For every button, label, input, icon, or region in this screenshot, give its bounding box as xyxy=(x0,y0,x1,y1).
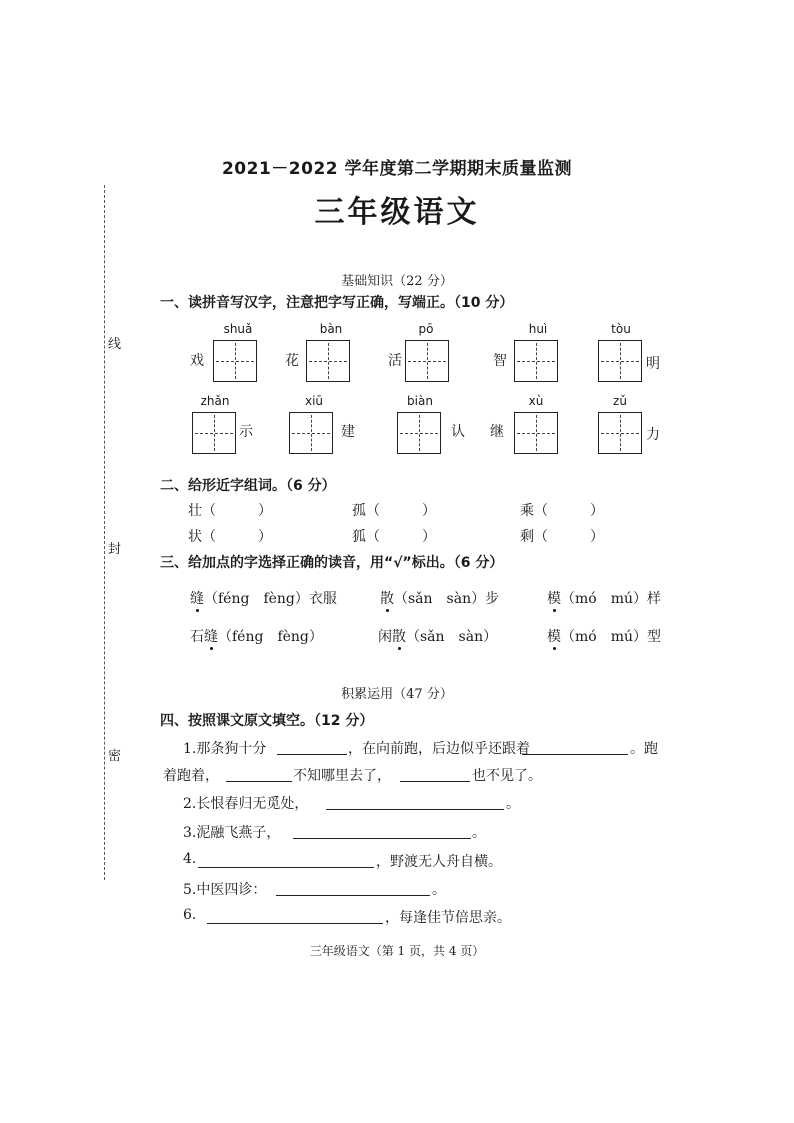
binding-dashed-line xyxy=(104,185,105,880)
answer-blank[interactable] xyxy=(226,781,292,782)
answer-blank[interactable] xyxy=(293,838,471,839)
writing-box[interactable] xyxy=(213,340,257,382)
writing-box[interactable] xyxy=(289,412,333,454)
word-suffix: （mó mú）型 xyxy=(561,629,661,645)
writing-box[interactable] xyxy=(514,412,558,454)
answer-blank[interactable] xyxy=(198,867,374,868)
writing-box[interactable] xyxy=(598,412,642,454)
writing-box[interactable] xyxy=(306,340,350,382)
fill-item-1-part-f: 也不见了。 xyxy=(472,768,542,784)
pinyin-label: xiū xyxy=(304,394,324,408)
dotted-char: 模 xyxy=(547,591,561,607)
fill-item-1-part-e: 不知哪里去了， xyxy=(293,768,391,784)
char-before: 活 xyxy=(388,353,402,369)
fill-item-1-part-b: ，在向前跑，后边似乎还跟着 xyxy=(348,741,530,757)
pronunciation-option[interactable] xyxy=(547,626,661,646)
word-pair[interactable]: 狐（ ） xyxy=(352,529,436,545)
word-pair[interactable]: 孤（ ） xyxy=(352,503,436,519)
fill-item-4-part-b: ，野渡无人舟自横。 xyxy=(376,854,502,870)
word-pair[interactable]: 状（ ） xyxy=(188,529,272,545)
pronunciation-option[interactable] xyxy=(190,626,323,646)
word-suffix: （féng fèng） xyxy=(218,629,323,645)
word-prefix: 闲 xyxy=(378,629,392,645)
section-basic-knowledge: 基础知识（22 分） xyxy=(341,274,453,289)
answer-blank[interactable] xyxy=(400,781,470,782)
fill-item-2-part-a: 2.长恨春归无觅处， xyxy=(183,796,309,812)
pronunciation-option[interactable] xyxy=(380,588,499,608)
word-suffix: （sǎn sàn） xyxy=(406,629,498,645)
writing-box[interactable] xyxy=(514,340,558,382)
word-suffix: （mó mú）样 xyxy=(561,591,661,607)
char-before: 花 xyxy=(285,353,299,369)
char-before: 戏 xyxy=(190,353,204,369)
question-4-title: 四、按照课文原文填空。（12 分） xyxy=(160,713,374,729)
word-pair[interactable]: 剩（ ） xyxy=(520,529,604,545)
question-1-title: 一、读拼音写汉字，注意把字写正确，写端正。（10 分） xyxy=(160,295,514,311)
word-pair[interactable]: 乘（ ） xyxy=(520,503,604,519)
binding-char-mi: 密 xyxy=(108,749,122,764)
binding-char-xian: 线 xyxy=(108,337,122,352)
char-before: 继 xyxy=(490,424,504,440)
pinyin-label: bàn xyxy=(319,322,343,336)
dotted-char: 缝 xyxy=(190,591,204,607)
fill-item-4-part-a: 4. xyxy=(183,851,197,867)
exam-title: 2021－2022 学年度第二学期期末质量监测 xyxy=(221,159,573,179)
pinyin-label: zhǎn xyxy=(200,394,230,408)
dotted-char: 模 xyxy=(547,629,561,645)
writing-box[interactable] xyxy=(397,412,441,454)
char-after: 示 xyxy=(239,424,253,440)
pinyin-label: shuǎ xyxy=(223,322,253,336)
answer-blank[interactable] xyxy=(276,895,430,896)
answer-blank[interactable] xyxy=(277,754,347,755)
answer-blank[interactable] xyxy=(522,754,628,755)
char-after: 力 xyxy=(646,427,660,443)
pinyin-label: tòu xyxy=(611,322,631,336)
word-suffix: （féng fèng）衣服 xyxy=(204,591,337,607)
fill-item-2-part-b: 。 xyxy=(506,796,520,812)
page-footer: 三年级语文（第 1 页，共 4 页） xyxy=(309,944,485,958)
pronunciation-option[interactable] xyxy=(378,626,497,646)
fill-item-6-part-a: 6. xyxy=(183,907,197,923)
writing-box[interactable] xyxy=(598,340,642,382)
section-accumulation: 积累运用（47 分） xyxy=(341,687,453,702)
question-2-title: 二、给形近字组词。（6 分） xyxy=(160,478,336,494)
fill-item-5-part-b: 。 xyxy=(432,882,446,898)
pinyin-label: zǔ xyxy=(613,394,627,408)
word-prefix: 石 xyxy=(190,629,204,645)
answer-blank[interactable] xyxy=(207,923,383,924)
char-after: 认 xyxy=(451,424,465,440)
writing-box[interactable] xyxy=(192,412,236,454)
fill-item-6-part-b: ，每逢佳节倍思亲。 xyxy=(385,910,511,926)
char-after: 明 xyxy=(646,356,660,372)
fill-item-1-part-a: 1.那条狗十分 xyxy=(183,741,267,757)
pinyin-label: xù xyxy=(528,394,544,408)
pronunciation-option[interactable] xyxy=(547,588,661,608)
word-pair[interactable]: 壮（ ） xyxy=(188,503,272,519)
answer-blank[interactable] xyxy=(326,809,504,810)
dotted-char: 缝 xyxy=(204,629,218,645)
writing-box[interactable] xyxy=(405,340,449,382)
fill-item-3-part-b: 。 xyxy=(472,825,486,841)
exam-subject: 三年级语文 xyxy=(314,195,480,230)
char-before: 智 xyxy=(493,353,507,369)
question-3-title: 三、给加点的字选择正确的读音，用“√”标出。（6 分） xyxy=(160,555,504,571)
pinyin-label: pō xyxy=(418,322,434,336)
dotted-char: 散 xyxy=(392,629,406,645)
binding-char-feng: 封 xyxy=(108,542,122,557)
char-after: 建 xyxy=(341,424,355,440)
pinyin-label: huì xyxy=(528,322,548,336)
fill-item-5-part-a: 5.中医四诊： xyxy=(183,882,267,898)
word-suffix: （sǎn sàn）步 xyxy=(394,591,500,607)
dotted-char: 散 xyxy=(380,591,394,607)
pinyin-label: biàn xyxy=(407,394,433,408)
pronunciation-option[interactable] xyxy=(190,588,337,608)
fill-item-3-part-a: 3.泥融飞燕子， xyxy=(183,825,281,841)
fill-item-1-part-d: 着跑着， xyxy=(163,768,219,784)
fill-item-1-part-c: 。跑 xyxy=(630,741,658,757)
